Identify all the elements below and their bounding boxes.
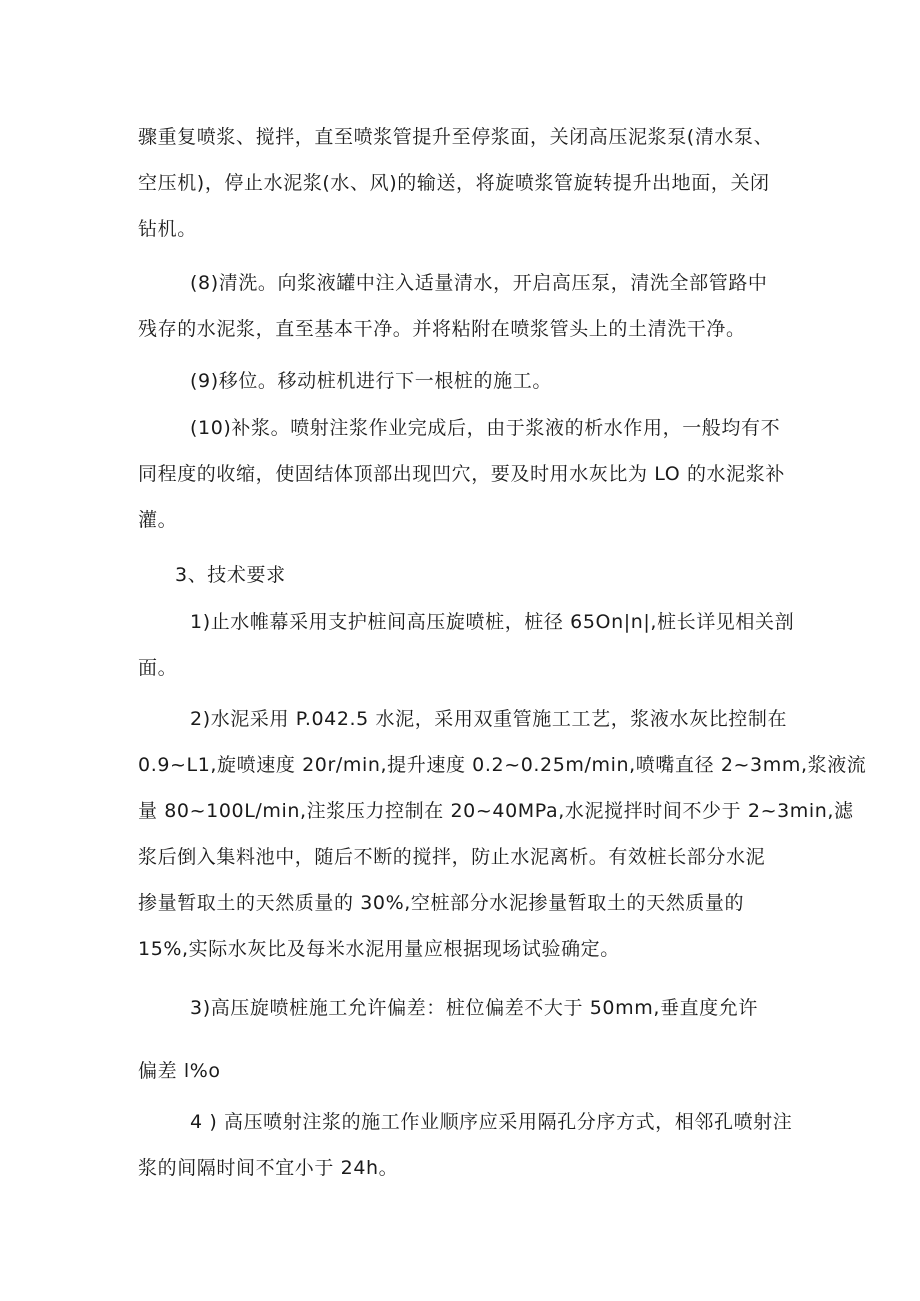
paragraph-step-8-cleaning <box>138 260 788 352</box>
text-line: 15%,实际水灰比及每米水泥用量应根据现场试验确定。 <box>138 938 620 960</box>
paragraph-step-7-continued <box>138 114 788 252</box>
text-line: (8)清洗。向浆液罐中注入适量清水，开启高压泵，清洗全部管路中 <box>190 272 768 294</box>
paragraph-req-4 <box>138 1099 793 1191</box>
text-line: 量 80~100L∕min,注浆压力控制在 20~40MPa,水泥搅拌时间不少于 2~3min,滤 <box>138 800 854 822</box>
text-line: 1)止水帷幕采用支护桩间高压旋喷桩，桩径 65On|n|,桩长详见相关剖 <box>190 611 795 633</box>
text-line: 浆后倒入集料池中，随后不断的搅拌，防止水泥离析。有效桩长部分水泥 <box>138 846 766 868</box>
text-line: 0.9~L1,旋喷速度 20r∕min,提升速度 0.2~0.25m∕min,喷嘴直径 2~3mm,浆液流 <box>138 754 867 776</box>
text-line: 灌。 <box>138 509 178 531</box>
text-line: (9)移位。移动桩机进行下一根桩的施工。 <box>190 370 552 392</box>
text-line: 空压机)，停止水泥浆(水、风)的输送，将旋喷浆管旋转提升出地面，关闭 <box>138 172 770 194</box>
paragraph-req-2 <box>138 696 867 972</box>
text-line: 同程度的收缩，使固结体顶部出现凹穴，要及时用水灰比为 LO 的水泥浆补 <box>138 463 785 485</box>
paragraph-req-1 <box>138 599 795 691</box>
section-title: 3、技术要求 <box>175 564 286 586</box>
text-line: 偏差 l%o <box>138 1060 221 1082</box>
paragraph-req-3-tail <box>138 1048 788 1094</box>
text-line: 2)水泥采用 P.042.5 水泥，采用双重管施工工艺，浆液水灰比控制在 <box>190 708 788 730</box>
text-line: 钻机。 <box>138 218 197 240</box>
paragraph-step-9-shift <box>138 358 788 404</box>
text-line: 骤重复喷浆、搅拌，直至喷浆管提升至停浆面，关闭高压泥浆泵(清水泵、 <box>138 126 774 148</box>
text-line: 3)高压旋喷桩施工允许偏差：桩位偏差不大于 50mm,垂直度允许 <box>190 997 758 1019</box>
text-line: 浆的间隔时间不宜小于 24h。 <box>138 1157 399 1179</box>
paragraph-req-3 <box>138 985 788 1031</box>
text-line: 残存的水泥浆，直至基本干净。并将粘附在喷浆管头上的土清洗干净。 <box>138 318 746 340</box>
text-line: 4 ) 高压喷射注浆的施工作业顺序应采用隔孔分序方式，相邻孔喷射注 <box>190 1111 793 1133</box>
section-heading <box>175 552 825 598</box>
text-line: 掺量暂取土的天然质量的 30%,空桩部分水泥掺量暂取土的天然质量的 <box>138 892 745 914</box>
text-line: 面。 <box>138 657 178 679</box>
paragraph-step-10-grout-supplement <box>138 405 788 543</box>
text-line: (10)补浆。喷射注浆作业完成后，由于浆液的析水作用，一般均有不 <box>190 417 781 439</box>
